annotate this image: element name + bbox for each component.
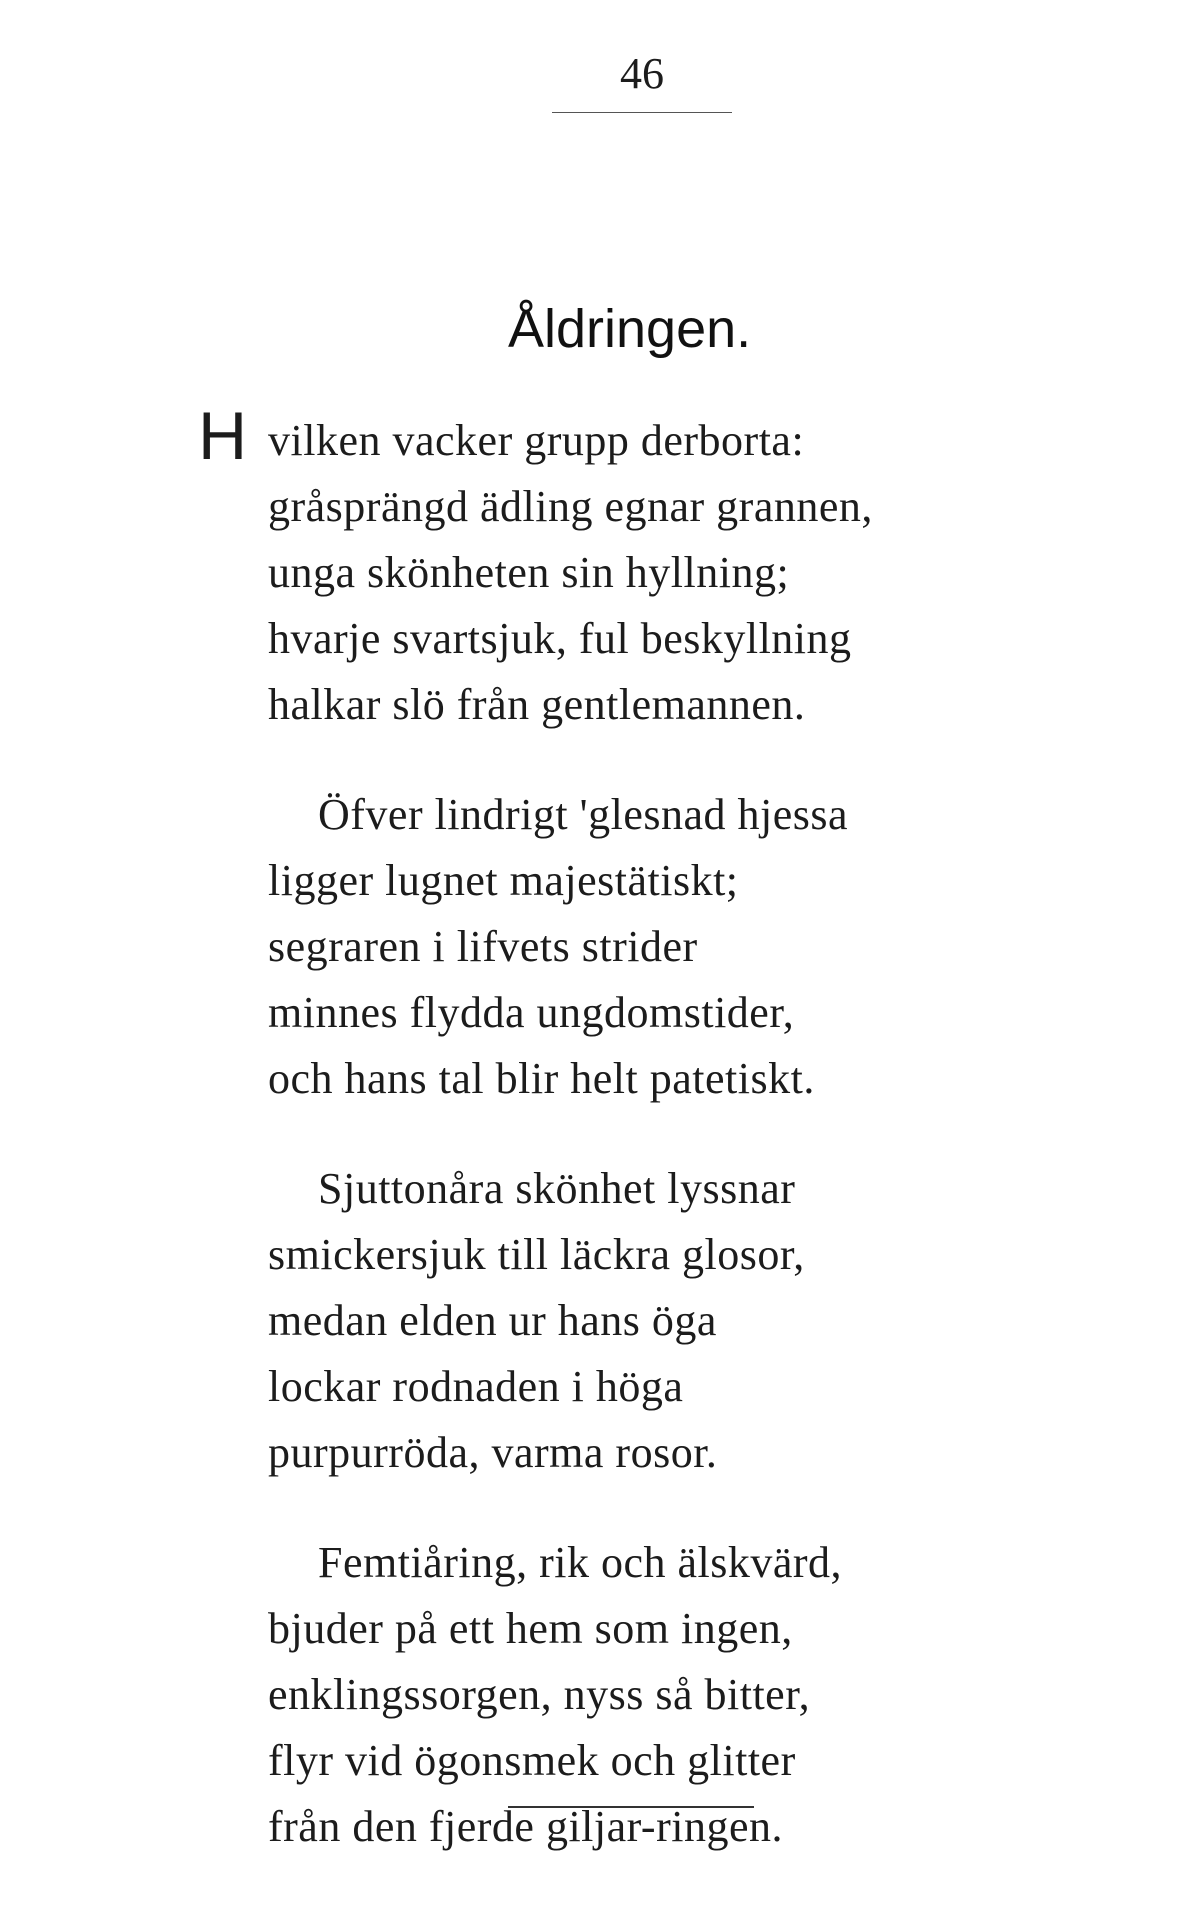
poem-line: halkar slö från gentlemannen. (268, 680, 806, 729)
stanza-4 (268, 1530, 1028, 1860)
poem-line: smickersjuk till läckra glosor, (268, 1230, 805, 1279)
poem-line: ligger lugnet majestätiskt; (268, 856, 739, 905)
poem-line: gråsprängd ädling egnar grannen, (268, 482, 873, 531)
stanza-2 (268, 782, 1028, 1112)
poem-line (198, 398, 1028, 474)
poem-line: enklingssorgen, nyss så bitter, (268, 1670, 811, 1719)
poem-line: bjuder på ett hem som ingen, (268, 1604, 793, 1653)
page-number: 46 (620, 49, 664, 98)
poem-line: lockar rodnaden i höga (268, 1362, 684, 1411)
poem-line: och hans tal blir helt patetiskt. (268, 1054, 815, 1103)
poem-line: purpurröda, varma rosor. (268, 1428, 718, 1477)
poem-line: Öfver lindrigt 'glesnad hjessa (318, 790, 849, 839)
poem-line: Femtiåring, rik och älskvärd, (318, 1538, 843, 1587)
poem-line: unga skönheten sin hyllning; (268, 548, 790, 597)
poem-line: segraren i lifvets strider (268, 922, 698, 971)
poem-line: Sjuttonåra skönhet lyssnar (318, 1164, 796, 1213)
stanza-1 (198, 398, 1028, 738)
poem-line: minnes flydda ungdomstider, (268, 988, 795, 1037)
poem-line: från den fjerde giljar-ringen. (268, 1802, 783, 1851)
poem-line: medan elden ur hans öga (268, 1296, 717, 1345)
drop-cap: H (198, 398, 248, 474)
footer-divider (508, 1806, 754, 1808)
stanza-3 (268, 1156, 1028, 1486)
poem-body (198, 398, 1028, 1860)
poem-line-text: vilken vacker grupp derborta: (268, 416, 805, 465)
header-divider (552, 112, 732, 113)
poem-line: hvarje svartsjuk, ful beskyllning (268, 614, 852, 663)
poem-line: flyr vid ögonsmek och glitter (268, 1736, 796, 1785)
poem-title: Åldringen. (508, 299, 752, 359)
